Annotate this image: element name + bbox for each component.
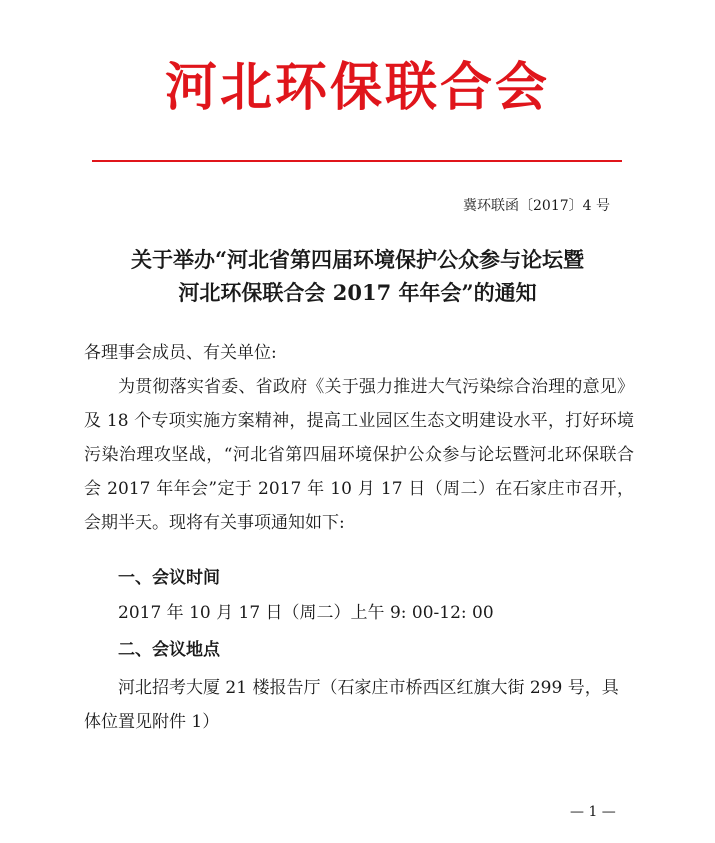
org-title: 河北环保联合会 <box>164 57 550 118</box>
meeting-location: 河北招考大厦 21 楼报告厅（石家庄市桥西区红旗大街 299 号，具体位置见附件 1） <box>84 678 619 732</box>
section-heading-location: 二、会议地点 <box>118 640 220 660</box>
notice-title-line-1: 关于举办“河北省第四届环境保护公众参与论坛暨 <box>130 247 585 272</box>
notice-title <box>60 243 655 309</box>
document-number: 冀环联函〔2017〕4 号 <box>463 198 610 214</box>
meeting-time: 2017 年 10 月 17 日（周二）上午 9: 00-12: 00 <box>118 603 494 623</box>
notice-title-line-2: 河北环保联合会 2017 年年会”的通知 <box>178 280 537 305</box>
section-heading-time: 一、会议时间 <box>118 568 220 588</box>
page-number: — 1 — <box>570 804 616 820</box>
salutation: 各理事会成员、有关单位: <box>84 343 277 363</box>
red-divider <box>92 160 622 162</box>
intro-paragraph: 为贯彻落实省委、省政府《关于强力推进大气污染综合治理的意见》及 18 个专项实施方案精神，提高工业园区生态文明建设水平，打好环境污染治理攻坚战，“河北省第四届环境保护公众参与论坛暨河北环保联合会 2017 年年会”定于 2017 年 10 月 17 日（周二）在石家庄市召开，会期半天。现将有关事项通知如下: <box>84 377 634 533</box>
